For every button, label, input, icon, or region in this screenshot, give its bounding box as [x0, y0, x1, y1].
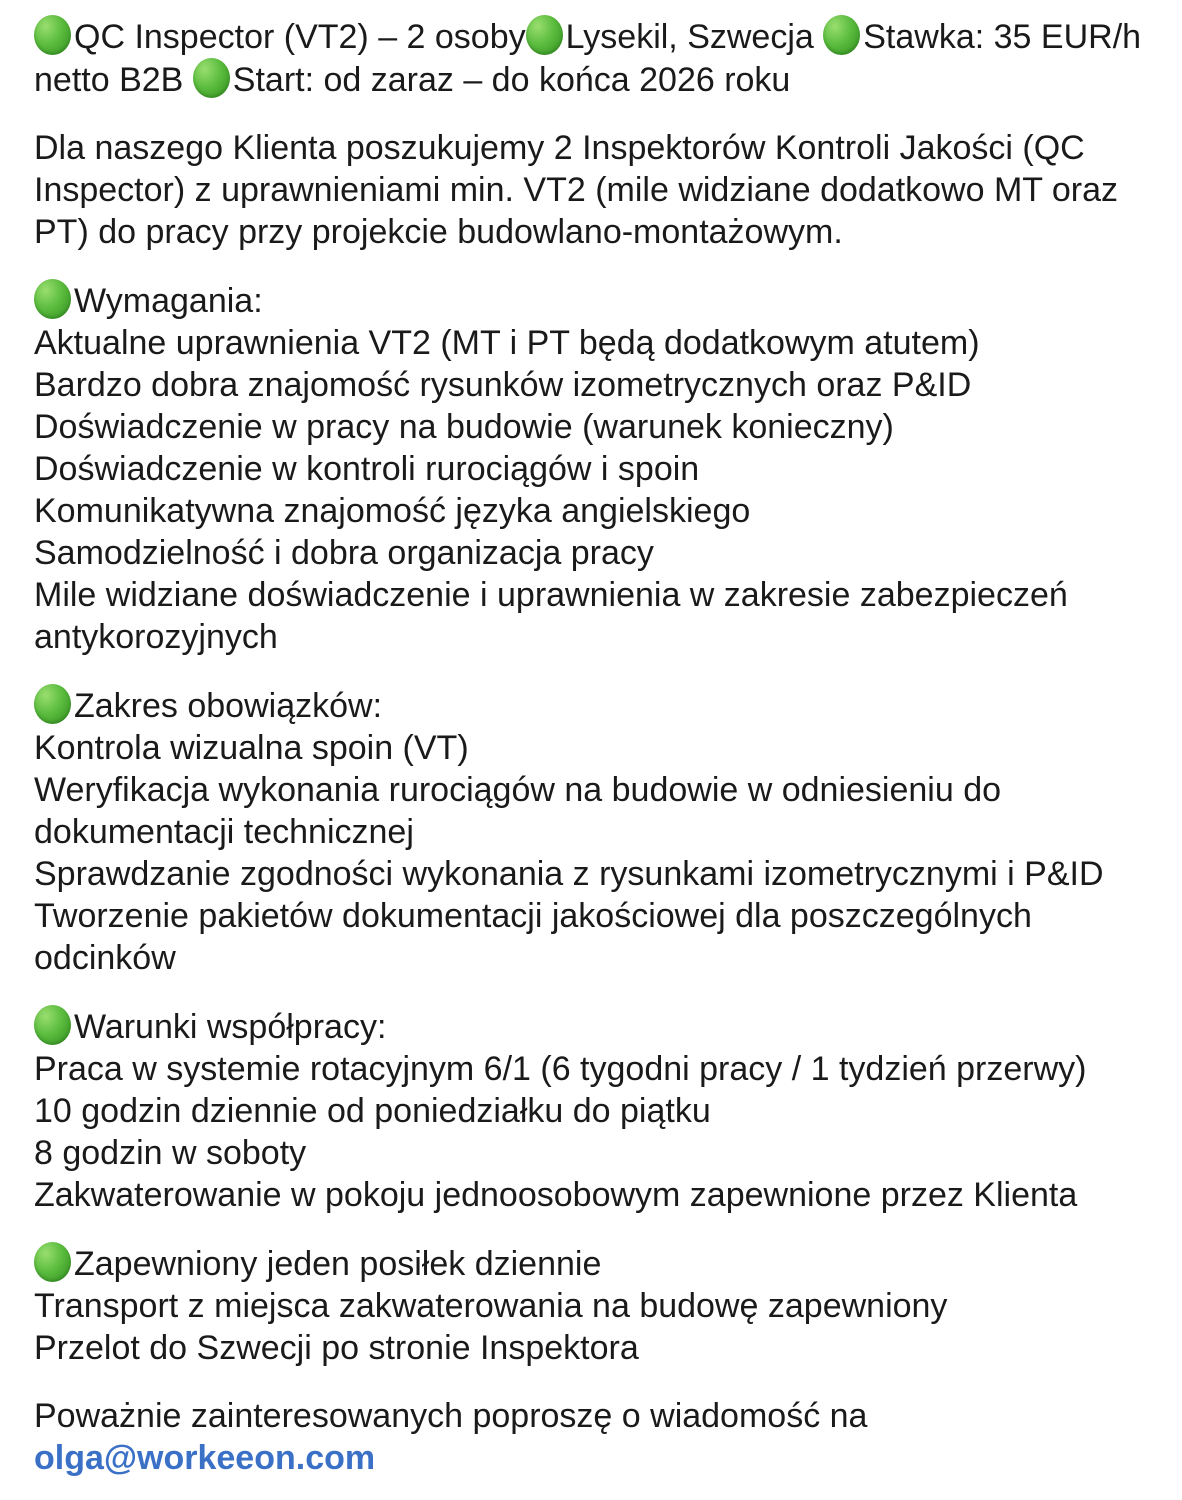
- text-segment: Transport z miejsca zakwaterowania na budowę zapewniony: [34, 1287, 948, 1325]
- text-line: [34, 769, 1152, 853]
- paragraph-requirements: [34, 279, 1152, 658]
- text-segment: Mile widziane doświadczenie i uprawnienia w zakresie zabezpieczeń antykorozyjnych: [34, 576, 1068, 656]
- text-line: [34, 532, 1152, 574]
- green-circle-icon: [34, 279, 71, 319]
- text-segment: Komunikatywna znajomość języka angielskiego: [34, 492, 751, 530]
- text-line: [34, 1327, 1152, 1369]
- text-segment: Bardzo dobra znajomość rysunków izometrycznych oraz P&ID: [34, 366, 972, 404]
- text-segment: 10 godzin dziennie od poniedziałku do piątku: [34, 1092, 711, 1130]
- text-line: [34, 1090, 1152, 1132]
- email-link[interactable]: olga@workeeon.com: [34, 1439, 376, 1477]
- text-segment: Weryfikacja wykonania rurociągów na budowie w odniesieniu do dokumentacji technicznej: [34, 771, 1002, 851]
- text-line: [34, 1174, 1152, 1216]
- text-line: [34, 684, 1152, 727]
- text-line: [34, 448, 1152, 490]
- text-line: [34, 853, 1152, 895]
- green-circle-icon: [34, 684, 71, 724]
- text-segment: Praca w systemie rotacyjnym 6/1 (6 tygodni pracy / 1 tydzień przerwy): [34, 1050, 1087, 1088]
- green-circle-icon: [34, 15, 71, 55]
- green-circle-icon: [823, 15, 860, 55]
- text-segment: Stawka: 35 EUR/h netto B2B: [34, 18, 1142, 99]
- text-segment: Doświadczenie w kontroli rurociągów i spoin: [34, 450, 700, 488]
- text-segment: Warunki współpracy:: [74, 1008, 387, 1046]
- text-line: [34, 1005, 1152, 1048]
- green-circle-icon: [526, 15, 563, 55]
- text-line: [34, 1048, 1152, 1090]
- text-line: [34, 490, 1152, 532]
- text-segment: Zapewniony jeden posiłek dziennie: [74, 1245, 602, 1283]
- green-circle-icon: [34, 1005, 71, 1045]
- text-segment: Sprawdzanie zgodności wykonania z rysunkami izometrycznymi i P&ID: [34, 855, 1104, 893]
- text-segment: Doświadczenie w pracy na budowie (warunek konieczny): [34, 408, 894, 446]
- text-line: [34, 322, 1152, 364]
- text-segment: Kontrola wizualna spoin (VT): [34, 729, 469, 767]
- text-line: [34, 1285, 1152, 1327]
- text-segment: Zakres obowiązków:: [74, 687, 383, 725]
- text-segment: Dla naszego Klienta poszukujemy 2 Inspektorów Kontroli Jakości (QC Inspector) z uprawnieniami min. VT2 (mile widziane dodatkowo MT oraz PT) do pracy przy projekcie budowlano-montażowym.: [34, 129, 1119, 251]
- text-line: [34, 727, 1152, 769]
- text-segment: Start: od zaraz – do końca 2026 roku: [232, 61, 791, 99]
- green-circle-icon: [193, 58, 230, 98]
- paragraph-cooperation-terms: [34, 1005, 1152, 1216]
- post-body: [34, 15, 1152, 1479]
- text-line: [34, 895, 1152, 979]
- text-line: [34, 15, 1152, 101]
- paragraph-responsibilities: [34, 684, 1152, 979]
- text-line: [34, 279, 1152, 322]
- text-line: [34, 406, 1152, 448]
- text-segment: Przelot do Szwecji po stronie Inspektora: [34, 1329, 639, 1367]
- text-line: [34, 574, 1152, 658]
- text-segment: Zakwaterowanie w pokoju jednoosobowym zapewnione przez Klienta: [34, 1176, 1078, 1214]
- text-segment: Tworzenie pakietów dokumentacji jakościowej dla poszczególnych odcinków: [34, 897, 1032, 977]
- text-line: [34, 1132, 1152, 1174]
- paragraph-benefits: [34, 1242, 1152, 1369]
- text-segment: Samodzielność i dobra organizacja pracy: [34, 534, 654, 572]
- text-line: [34, 1395, 1152, 1437]
- text-segment: Lysekil, Szwecja: [565, 18, 824, 56]
- paragraph-intro: [34, 127, 1152, 253]
- green-circle-icon: [34, 1242, 71, 1282]
- text-segment: Aktualne uprawnienia VT2 (MT i PT będą dodatkowym atutem): [34, 324, 980, 362]
- text-segment: Wymagania:: [74, 282, 263, 320]
- text-line: [34, 364, 1152, 406]
- text-segment: QC Inspector (VT2) – 2 osoby: [74, 18, 526, 56]
- text-segment: Poważnie zainteresowanych poproszę o wiadomość na: [34, 1397, 868, 1435]
- paragraph-contact: [34, 1395, 1152, 1479]
- paragraph-header: [34, 15, 1152, 101]
- text-segment: 8 godzin w soboty: [34, 1134, 307, 1172]
- text-line: [34, 1437, 1152, 1479]
- text-line: [34, 1242, 1152, 1285]
- text-line: [34, 127, 1152, 253]
